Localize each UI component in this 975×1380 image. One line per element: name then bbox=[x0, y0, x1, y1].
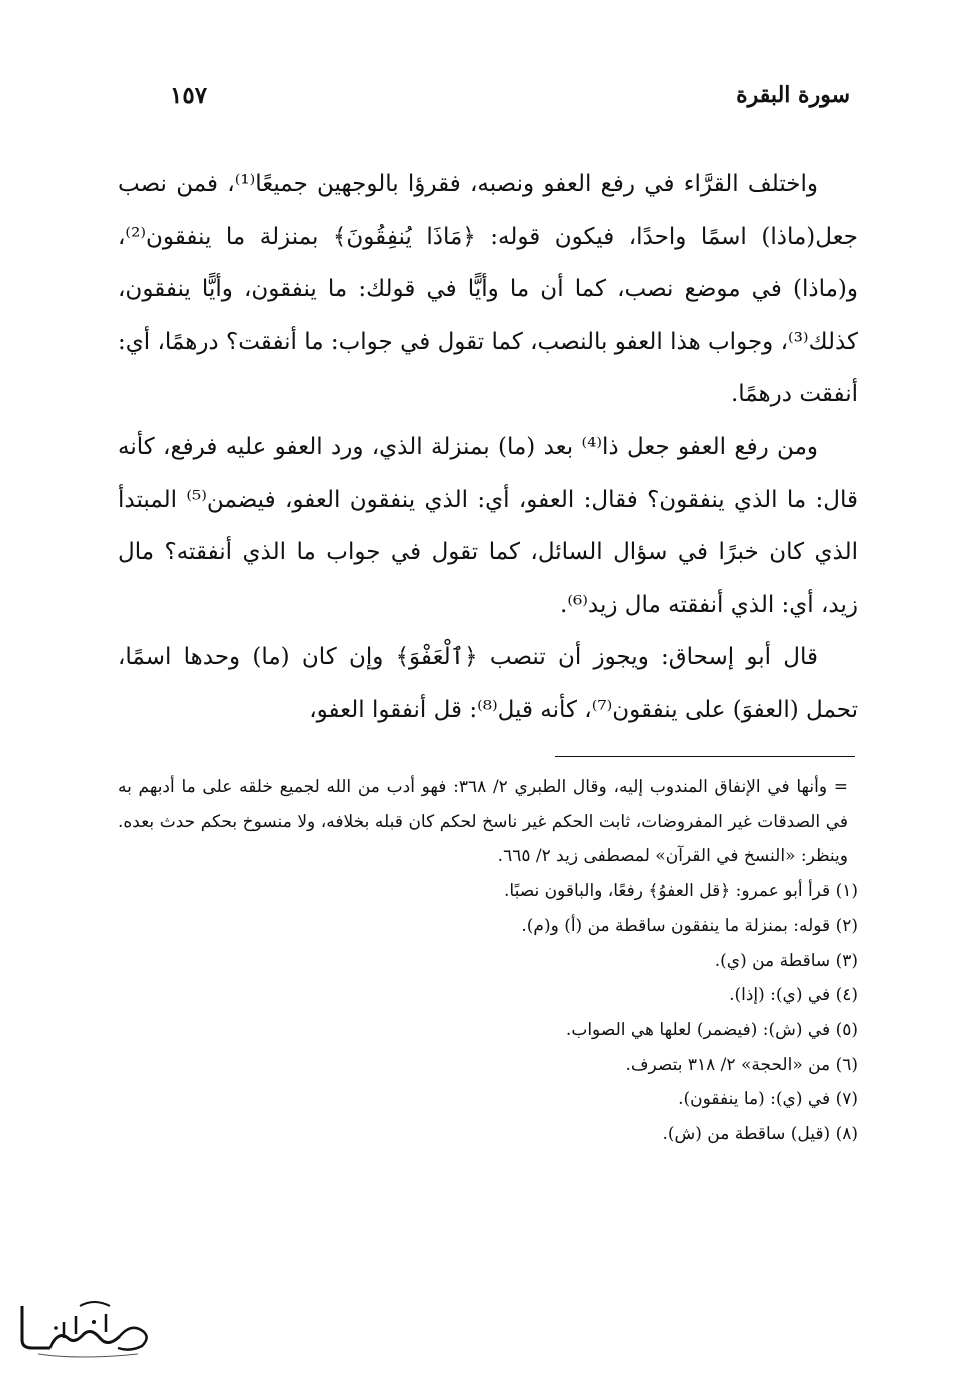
footnote-7: (٧) في (ي): (ما ينفقون). bbox=[678, 1089, 858, 1110]
paragraph-2: ومن رفع العفو جعل ذا⁽⁴⁾ بعد (ما) بمنزلة الذي، ورد العفو عليه فرفع، كأنه قال: ما الذي ينفقون؟ فقال: العفو، أي: الذي ينفقون العفو، فيضمن⁽⁵⁾ المبتدأ الذي كان خبرًا في سؤال السائل، كما تقول في جواب ما الذي أنفقته؟ مال زيد، أي: الذي أنفقته مال زيد⁽⁶⁾. bbox=[118, 433, 858, 618]
footnote-6: (٦) من «الحجة» ٢/ ٣١٨ بتصرف. bbox=[625, 1054, 858, 1075]
footnote-8: (٨) (قيل) ساقطة من (ش). bbox=[662, 1124, 858, 1145]
footnote-continuation: = وأنها في الإنفاق المندوب إليه، وقال الطبري ٢/ ٣٦٨: فهو أدب من الله لجميع خلقه على ما أدبهم به في الصدقات غير المفروضات، ثابت الحكم غير ناسخ لحكم كان قبله بخلافه، ولا منسوخ بحكم حدث بعده. وينظر: «النسخ في القرآن» لمصطفى زيد ٢/ ٦٦٥. bbox=[118, 777, 848, 867]
page-number: ١٥٧ bbox=[170, 82, 208, 109]
footnote-2: (٢) قوله: بمنزلة ما ينفقون ساقطة من (أ) و(م). bbox=[521, 915, 858, 936]
main-text bbox=[118, 158, 858, 737]
footnotes bbox=[118, 770, 858, 1152]
paragraph-3: قال أبو إسحاق: ويجوز أن تنصب ﴿ٱلْعَفْوَ﴾ وإن كان (ما) وحدها اسمًا، تحمل (العفوَ) على ينفقون⁽⁷⁾، كأنه قيل⁽⁸⁾: قل أنفقوا العفو، bbox=[118, 644, 858, 723]
footnote-3: (٣) ساقطة من (ي). bbox=[714, 950, 858, 971]
surah-title: سورة البقرة bbox=[736, 82, 850, 108]
footnote-1: (١) قرأ أبو عمرو: ﴿قل العفوُ﴾ رفعًا، والباقون نصبًا. bbox=[503, 881, 858, 902]
paragraph-1: واختلف القرَّاء في رفع العفو ونصبه، فقرؤا بالوجهين جميعًا⁽¹⁾، فمن نصب جعل(ماذا) اسمًا واحدًا، فيكون قوله: ﴿مَاذَا يُنفِقُونَ﴾ بمنزلة ما ينفقون⁽²⁾، و(ماذا) في موضع نصب، كما أن ما وأيًّا في قولك: ما ينفقون، وأيًّا ينفقون، كذلك⁽³⁾، وجواب هذا العفو بالنصب، كما تقول في جواب: ما أنفقت؟ درهمًا، أي: أنفقت درهمًا. bbox=[118, 171, 858, 408]
footnote-5: (٥) في (ش): (فيضمر) لعلها هي الصواب. bbox=[565, 1019, 858, 1040]
footnote-separator bbox=[555, 756, 855, 757]
footnote-4: (٤) في (ي): (إذا). bbox=[729, 985, 858, 1006]
page-header bbox=[170, 82, 850, 122]
calligraphy-seal-icon bbox=[10, 1292, 160, 1362]
